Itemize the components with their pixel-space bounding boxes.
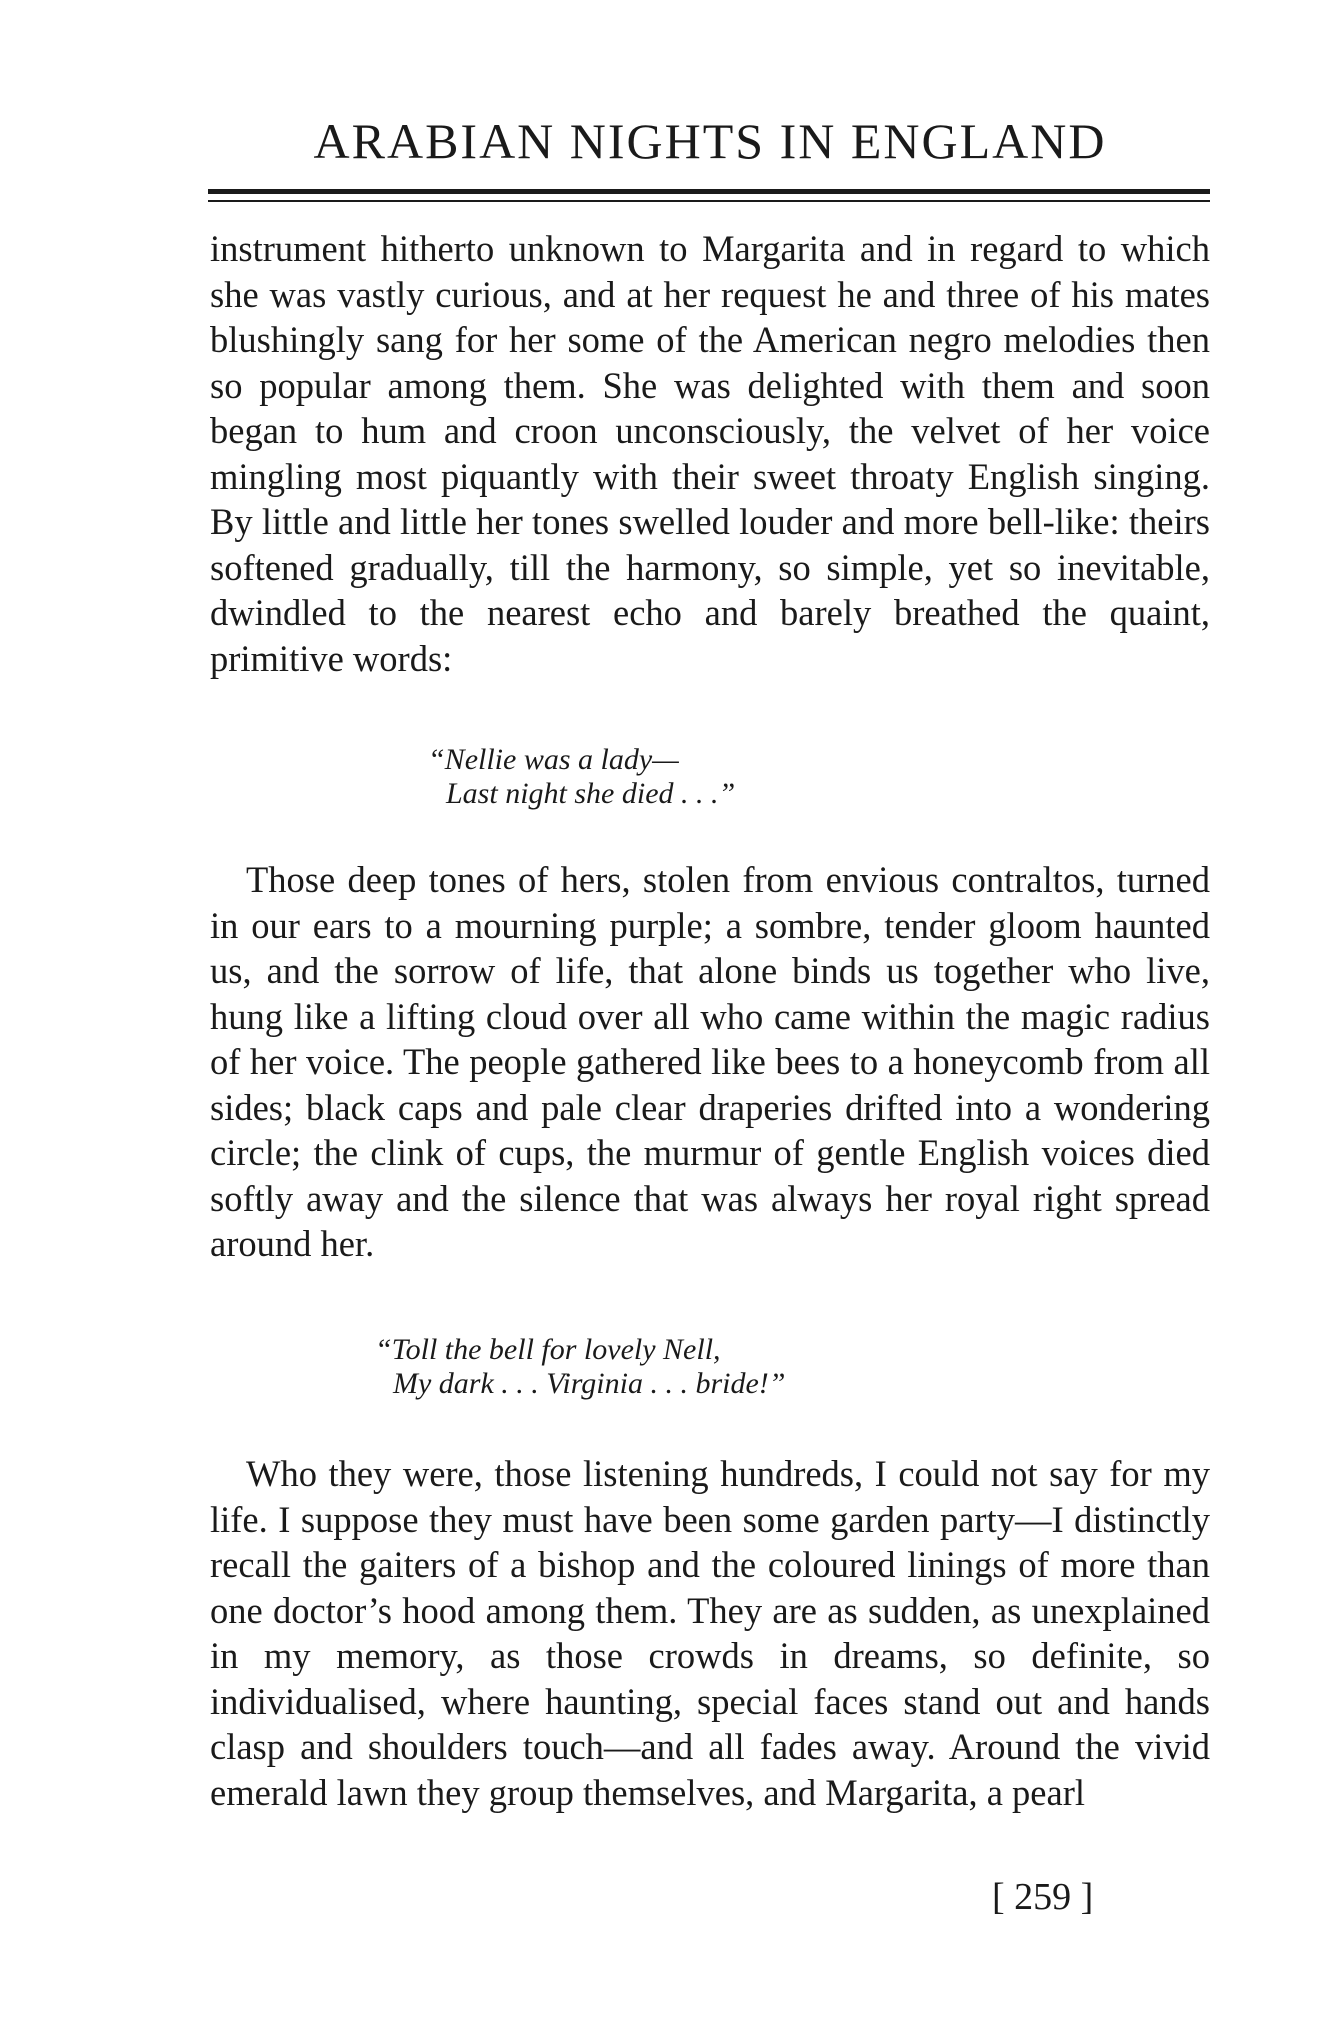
page-number: [ 259 ] [992, 1876, 1094, 1918]
verse-line: My dark . . . Virginia . . . bride!” [393, 1367, 786, 1400]
verse-line: Last night she died . . .” [446, 777, 736, 810]
header-rule-thick [208, 189, 1210, 194]
verse-quote-2 [375, 1333, 785, 1401]
verse-quote-1 [428, 743, 735, 811]
paragraph-1: instrument hitherto unknown to Margarita and in regard to which she was vastly curious, and at her request he and three of his mates blushingly sang for her some of the American negro melodies then so popular among them. She was delighted with them and soon began to hum and croon unconsciously, the velvet of her voice mingling most piquantly with their sweet throaty English singing. By little and little her tones swelled louder and more bell-like: theirs softened gradually, till the harmony, so simple, yet so inevitable, dwindled to the nearest echo and barely breathed the quaint, primitive words: [210, 228, 1210, 679]
paragraph-2: Those deep tones of hers, stolen from envious contraltos, turned in our ears to a mourning purple; a sombre, tender gloom haunted us, and the sorrow of life, that alone binds us together who live, hung like a lifting cloud over all who came within the magic radius of her voice. The people gathered like bees to a honeycomb from all sides; black caps and pale clear draperies drifted into a wondering circle; the clink of cups, the murmur of gentle English voices died softly away and the silence that was always her royal right spread around her. [210, 859, 1210, 1264]
header-rule-thin [208, 200, 1210, 202]
paragraph-3: Who they were, those listening hundreds, I could not say for my life. I suppose they must have been some garden party—I distinctly recall the gaiters of a bishop and the coloured linings of more than one doctor’s hood among them. They are as sudden, as unexplained in my memory, as those crowds in dreams, so definite, so individualised, where haunting, special faces stand out and hands clasp and shoulders touch—and all fades away. Around the vivid emerald lawn they group themselves, and Margarita, a pearl [210, 1453, 1210, 1813]
verse-line: “Nellie was a lady— [428, 743, 679, 776]
verse-line: “Toll the bell for lovely Nell, [375, 1333, 721, 1366]
running-head: ARABIAN NIGHTS IN ENGLAND [313, 113, 1107, 169]
